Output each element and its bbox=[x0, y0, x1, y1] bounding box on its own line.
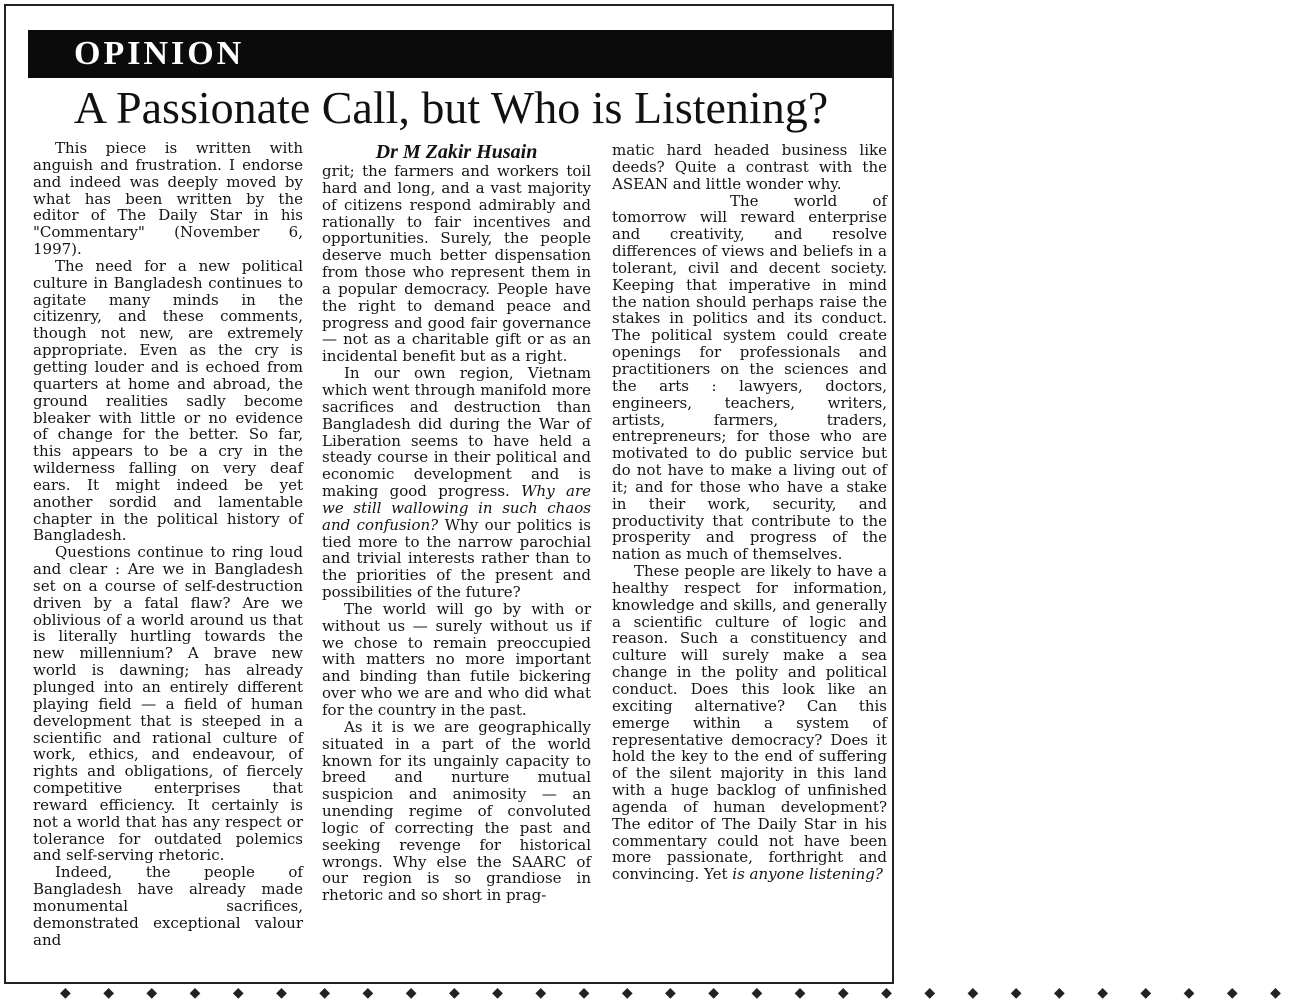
article-column-3 bbox=[612, 142, 887, 982]
paragraph: The need for a new political culture in Bangladesh continues to agitate many minds in the citizenry, and these comments, though not new, are extremely appropriate. Even as the cry is getting louder and is echoed from quarters at home and abroad, the ground realities sadly become bleaker with little or no evidence of change for the better. So far, this appears to be a cry in the wilderness falling on very deaf ears. It might indeed be yet another sordid and lamentable chapter in the political history of Bangladesh. bbox=[33, 256, 303, 545]
paragraph: Indeed, the people of Bangladesh have already made monumental sacrifices, demonstrated exceptional valour and bbox=[33, 863, 303, 949]
article-column-2 bbox=[322, 142, 591, 982]
paragraph-text: Why our politics is tied more to the narrow parochial and trivial interests rather than to the priorities of the present and possibilities of the future? bbox=[322, 515, 591, 602]
paragraph-text: These people are likely to have a healthy respect for information, knowledge and skills, and generally a scientific culture of logic and reason. Such a constituency and culture will surely make a sea change in the polity and political conduct. Does this look like an exciting alternative? Can this emerge within a system of representative democracy? Does it hold the key to the end of suffering of the silent majority in this land with a huge backlog of unfinished agenda of human development? The editor of The Daily Star in his commentary could not have been more passionate, forthright and convincing. Yet bbox=[612, 562, 887, 884]
paragraph-emphasis: Why are we still wallowing in such chaos and confusion? bbox=[322, 482, 591, 534]
byline: Dr M Zakir Husain bbox=[375, 141, 538, 163]
section-banner bbox=[28, 30, 892, 78]
paragraph: grit; the farmers and workers toil hard and long, and a vast majority of citizens respond admirably and rationally to fair incentives and opportunities. Surely, the people deserve much better dispensation from those who represent them in a popular democracy. People have the right to demand peace and progress and good fair governance — not as a charitable gift or as an incidental benefit but as a right. bbox=[322, 162, 591, 366]
paragraph bbox=[612, 563, 887, 883]
paragraph: matic hard headed business like deeds? Quite a contrast with the ASEAN and little wonder why. bbox=[612, 141, 887, 193]
paragraph: The world of tomorrow will reward enterprise and creativity, and resolve differences of views and beliefs in a tolerant, civil and decent society. Keeping that imperative in mind the nation should perhaps raise the stakes in politics and its conduct. The political system could create openings for professionals and practitioners on the sciences and the arts : lawyers, doctors, engineers, teachers, writers, artists, farmers, traders, entrepreneurs; for those who are motivated to do public service but do not have to make a living out of it; and for those who have a stake in their work, security, and productivity that contribute to the prosperity and progress of the nation as much of themselves. bbox=[612, 191, 887, 564]
paragraph-text: In our own region, Vietnam which went through manifold more sacrifices and destruction than Bangladesh did during the War of Liberation seems to have held a steady course in their political and economic development and is making good progress. bbox=[322, 364, 591, 501]
paragraph: Questions continue to ring loud and clear : Are we in Bangladesh set on a course of self-destruction driven by a fatal flaw? Are we oblivious of a world around us that is literally hurtling towards the new millennium? A brave new world is dawning; has already plunged into an entirely different playing field — a field of human development that is steeped in a scientific and rational culture of work, ethics, and endeavour, of rights and obligations, of fiercely competitive enterprises that reward efficiency. It certainly is not a world that has any respect or tolerance for outdated polemics and self-serving rhetoric. bbox=[33, 543, 303, 865]
article-column-1 bbox=[33, 140, 303, 980]
footer-ornament: ◆ ◆ ◆ ◆ ◆ ◆ ◆ ◆ ◆ ◆ ◆ ◆ ◆ ◆ ◆ ◆ ◆ ◆ ◆ ◆ ◆ ◆ ◆ ◆ ◆ ◆ ◆ ◆ ◆ bbox=[60, 985, 1295, 1001]
headline: A Passionate Call, but Who is Listening? bbox=[73, 82, 829, 133]
paragraph: The world will go by with or without us — surely without us if we chose to remain preoccupied with matters no more important and binding than futile bickering over who we are and who did what for the country in the past. bbox=[322, 599, 591, 719]
paragraph bbox=[322, 365, 591, 601]
paragraph: This piece is written with anguish and frustration. I endorse and indeed was deeply moved by what has been written by the editor of The Daily Star in his "Commentary" (November 6, 1997). bbox=[33, 139, 303, 259]
paragraph-emphasis: is anyone listening? bbox=[732, 865, 883, 884]
paragraph: As it is we are geographically situated in a part of the world known for its ungainly capacity to breed and nurture mutual suspicion and animosity — an unending regime of convoluted logic of correcting the past and seeking revenge for historical wrongs. Why else the SAARC of our region is so grandiose in rhetoric and so short in prag- bbox=[322, 717, 591, 905]
section-label: OPINION bbox=[74, 35, 245, 72]
